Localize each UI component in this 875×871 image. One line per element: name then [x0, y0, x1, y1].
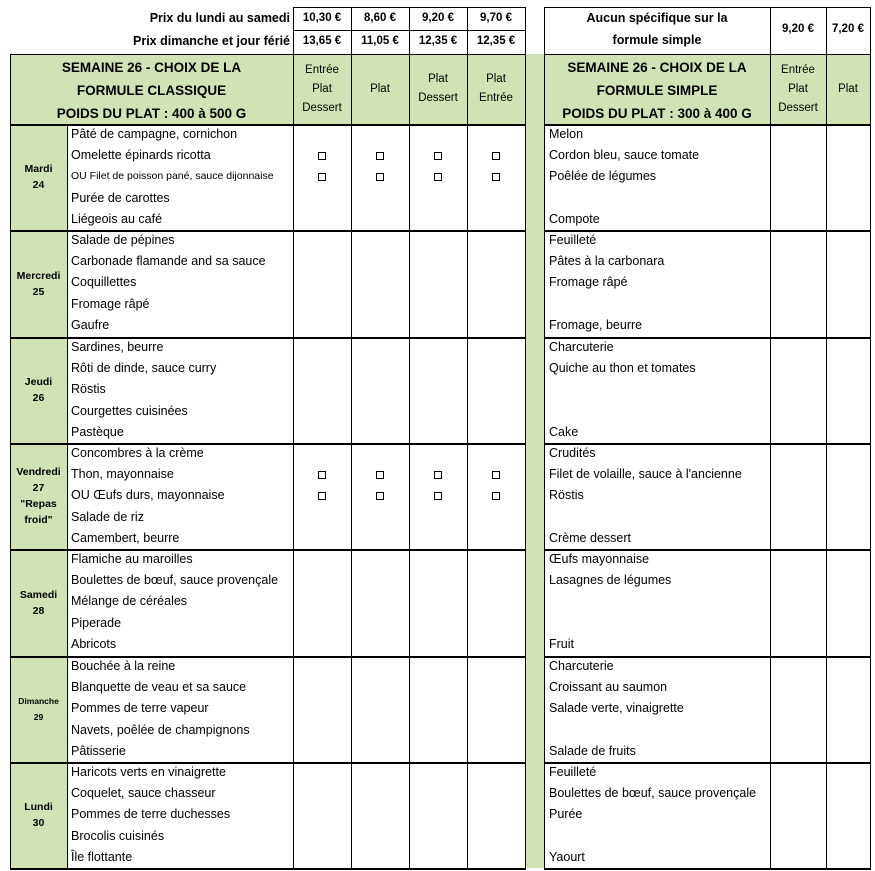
column-header-word: Plat	[486, 73, 506, 85]
grid-line	[544, 124, 871, 126]
classic-dish: Concombres à la crème	[71, 446, 204, 460]
classic-title-line: POIDS DU PLAT : 400 à 500 G	[56, 106, 247, 121]
price-label-weekday: Prix du lundi au samedi	[149, 11, 290, 25]
day-label	[10, 549, 67, 656]
classic-dish: Piperade	[71, 615, 122, 630]
simple-column-header-1	[770, 54, 826, 124]
simple-dish: Cake	[549, 424, 579, 439]
classic-column-header-3	[409, 54, 467, 124]
choice-checkbox[interactable]	[434, 173, 442, 181]
day-label-line: Mercredi	[16, 269, 61, 282]
classic-column-header-4	[467, 54, 525, 124]
classic-dish: Röstis	[71, 382, 106, 397]
grid-line	[10, 443, 526, 445]
classic-column-header-2	[351, 54, 409, 124]
price-sunday-2: 11,05 €	[361, 35, 399, 47]
classic-dish: Pommes de terre duchesses	[71, 807, 231, 822]
column-header-word: Plat	[428, 73, 448, 85]
simple-dish: Fruit	[549, 636, 574, 651]
classic-dish: Boulettes de bœuf, sauce provençale	[71, 573, 279, 588]
choice-checkbox[interactable]	[318, 152, 326, 160]
price-weekday-3: 9,20 €	[422, 12, 454, 24]
classic-dish: Courgettes cuisinées	[71, 403, 188, 418]
grid-line	[544, 7, 871, 8]
simple-dish: Charcuterie	[549, 659, 614, 673]
grid-line	[525, 54, 526, 870]
classic-dish: Purée de carottes	[71, 190, 170, 205]
choice-checkbox[interactable]	[318, 471, 326, 479]
classic-dish: Brocolis cuisinés	[71, 828, 165, 843]
classic-dish: Pâté de campagne, cornichon	[71, 127, 238, 141]
classic-dish: Pâtisserie	[71, 743, 126, 758]
grid-line	[525, 7, 526, 54]
simple-dish: Compote	[549, 211, 600, 226]
simple-dish: Cordon bleu, sauce tomate	[549, 148, 700, 163]
price-sunday-1: 13,65 €	[302, 35, 342, 47]
price-weekday-1: 10,30 €	[302, 12, 342, 24]
simple-dish: Croissant au saumon	[549, 680, 668, 695]
simple-dish: Lasagnes de légumes	[549, 573, 672, 588]
simple-dish: Boulettes de bœuf, sauce provençale	[549, 786, 757, 801]
classic-dish: Île flottante	[71, 849, 133, 864]
classic-title-line: SEMAINE 26 - CHOIX DE LA	[61, 60, 242, 75]
day-label	[10, 230, 67, 337]
simple-title-line: FORMULE SIMPLE	[596, 83, 718, 98]
day-label-line: Mardi	[24, 163, 53, 175]
column-header-word: Plat	[788, 82, 808, 95]
classic-dish: Coquelet, sauce chasseur	[71, 786, 216, 801]
simple-dish: Poêlée de légumes	[549, 169, 657, 184]
simple-title-line: POIDS DU PLAT : 300 à 400 G	[562, 106, 752, 121]
grid-line	[544, 443, 871, 445]
choice-checkbox[interactable]	[318, 492, 326, 500]
choice-checkbox[interactable]	[318, 173, 326, 181]
classic-dish: Bouchée à la reine	[71, 659, 176, 673]
grid-line	[826, 7, 827, 54]
classic-dish: Abricots	[71, 636, 117, 651]
simple-title	[544, 56, 770, 126]
grid-line	[351, 54, 352, 870]
grid-line	[293, 7, 294, 54]
grid-line	[544, 7, 545, 54]
grid-line	[409, 54, 410, 870]
grid-line	[10, 762, 526, 764]
column-header-word: Entrée	[305, 63, 339, 76]
classic-dish: Coquillettes	[71, 275, 137, 290]
simple-dish: Œufs mayonnaise	[549, 552, 650, 566]
grid-line	[467, 7, 468, 54]
grid-line	[351, 7, 352, 54]
simple-dish: Crème dessert	[549, 530, 631, 545]
grid-line	[870, 54, 871, 870]
classic-dish: Camembert, beurre	[71, 530, 180, 545]
simple-dish: Filet de volaille, sauce à l'ancienne	[549, 467, 742, 482]
simple-dish: Salade verte, vinaigrette	[549, 701, 684, 716]
day-label	[10, 124, 67, 230]
price-sunday-4: 12,35 €	[476, 35, 516, 47]
day-label	[10, 443, 67, 549]
simple-price-1: 9,20 €	[782, 23, 814, 35]
classic-title	[10, 56, 293, 126]
column-header-word: Dessert	[418, 92, 458, 104]
classic-dish: Sardines, beurre	[71, 340, 164, 354]
grid-line	[544, 868, 871, 870]
day-label-line: 24	[32, 179, 45, 191]
simple-column-header-2	[826, 54, 870, 124]
classic-dish: Navets, poêlée de champignons	[71, 722, 250, 737]
column-header-word: Plat	[312, 82, 332, 95]
grid-line	[544, 549, 871, 551]
day-label-line: 25	[32, 285, 45, 298]
classic-dish: OU Œufs durs, mayonnaise	[71, 488, 225, 503]
classic-dish: Omelette épinards ricotta	[71, 148, 211, 163]
day-label-line: 28	[32, 604, 45, 617]
day-label-line: froid"	[24, 514, 53, 526]
column-header-word: Entrée	[479, 92, 513, 104]
grid-line	[10, 549, 526, 551]
price-weekday-2: 8,60 €	[364, 12, 396, 24]
grid-line	[293, 54, 294, 870]
classic-dish: Blanquette de veau et sa sauce	[71, 680, 247, 695]
simple-dish: Yaourt	[549, 849, 585, 864]
day-label	[10, 656, 67, 762]
price-sunday-3: 12,35 €	[418, 35, 458, 47]
column-header-word: Plat	[838, 82, 858, 95]
grid-line	[544, 230, 871, 232]
price-weekday-4: 9,70 €	[480, 12, 512, 24]
grid-line	[770, 54, 771, 870]
grid-line	[544, 54, 871, 55]
grid-line	[10, 656, 526, 658]
choice-checkbox[interactable]	[492, 173, 500, 181]
grid-line	[409, 7, 410, 54]
day-label	[10, 337, 67, 443]
choice-checkbox[interactable]	[434, 492, 442, 500]
simple-price-note: Aucun spécifique sur la formule simple	[586, 11, 728, 47]
choice-checkbox[interactable]	[492, 471, 500, 479]
simple-dish: Melon	[549, 127, 584, 141]
grid-line	[770, 7, 771, 54]
classic-dish: Carbonade flamande and sa sauce	[71, 254, 266, 269]
choice-checkbox[interactable]	[376, 492, 384, 500]
day-label-line: 26	[32, 392, 45, 404]
classic-dish: Pommes de terre vapeur	[71, 701, 209, 716]
grid-line	[826, 54, 827, 870]
classic-dish: Liégeois au café	[71, 211, 163, 226]
day-label-line: 27	[32, 482, 45, 494]
simple-dish: Purée	[549, 807, 583, 822]
grid-line	[10, 124, 526, 126]
classic-dish: Salade de pépines	[71, 233, 175, 247]
choice-checkbox[interactable]	[492, 152, 500, 160]
classic-dish: Thon, mayonnaise	[71, 467, 174, 482]
grid-line	[544, 54, 545, 870]
grid-line	[10, 54, 11, 870]
choice-checkbox[interactable]	[492, 492, 500, 500]
classic-column-header-1	[293, 54, 351, 124]
grid-line	[467, 54, 468, 870]
simple-dish: Crudités	[549, 446, 596, 460]
grid-line	[544, 762, 871, 764]
grid-line	[67, 124, 68, 870]
classic-dish: Flamiche au maroilles	[71, 552, 193, 566]
simple-dish: Röstis	[549, 488, 584, 503]
simple-dish: Salade de fruits	[549, 743, 636, 758]
grid-line	[544, 656, 871, 658]
grid-line	[10, 337, 526, 339]
column-header-word: Dessert	[778, 101, 818, 114]
classic-dish: Gaufre	[71, 317, 110, 332]
column-header-word: Dessert	[302, 101, 342, 114]
classic-dish: Rôti de dinde, sauce curry	[71, 361, 217, 376]
day-label-line: Samedi	[19, 588, 58, 601]
day-label	[10, 762, 67, 868]
choice-checkbox[interactable]	[376, 152, 384, 160]
classic-dish: Fromage râpé	[71, 296, 150, 311]
simple-dish: Charcuterie	[549, 340, 614, 354]
grid-line	[544, 337, 871, 339]
simple-price-2: 7,20 €	[832, 23, 864, 35]
classic-dish: Pastèque	[71, 424, 124, 439]
choice-checkbox[interactable]	[376, 471, 384, 479]
column-header-word: Plat	[370, 82, 390, 95]
classic-dish: Mélange de céréales	[71, 594, 188, 609]
day-label-line: Vendredi	[16, 466, 61, 478]
grid-line	[10, 54, 526, 55]
simple-dish: Feuilleté	[549, 233, 597, 247]
day-label-line: 30	[32, 817, 45, 829]
choice-checkbox[interactable]	[434, 471, 442, 479]
simple-dish: Feuilleté	[549, 765, 597, 779]
grid-line	[10, 868, 526, 870]
day-label-line: "Repas	[20, 498, 57, 510]
classic-dish: OU Filet de poisson pané, sauce dijonnaise	[71, 170, 274, 183]
simple-dish: Quiche au thon et tomates	[549, 361, 696, 376]
classic-title-line: FORMULE CLASSIQUE	[76, 83, 227, 98]
day-label-line: Jeudi	[24, 376, 53, 388]
grid-line	[870, 7, 871, 54]
grid-line	[10, 230, 526, 232]
day-label-line: Dimanche	[18, 696, 59, 706]
price-label-sunday: Prix dimanche et jour férié	[133, 34, 290, 48]
simple-dish: Pâtes à la carbonara	[549, 254, 665, 269]
choice-checkbox[interactable]	[434, 152, 442, 160]
classic-dish: Haricots verts en vinaigrette	[71, 765, 226, 779]
column-header-word: Entrée	[781, 63, 815, 76]
day-label-line: 29	[33, 712, 44, 722]
day-label-line: Lundi	[24, 801, 53, 813]
simple-dish: Fromage râpé	[549, 275, 628, 290]
choice-checkbox[interactable]	[376, 173, 384, 181]
simple-title-line: SEMAINE 26 - CHOIX DE LA	[567, 60, 747, 75]
simple-dish: Fromage, beurre	[549, 317, 643, 332]
separator-band	[525, 54, 544, 868]
classic-dish: Salade de riz	[71, 509, 144, 524]
